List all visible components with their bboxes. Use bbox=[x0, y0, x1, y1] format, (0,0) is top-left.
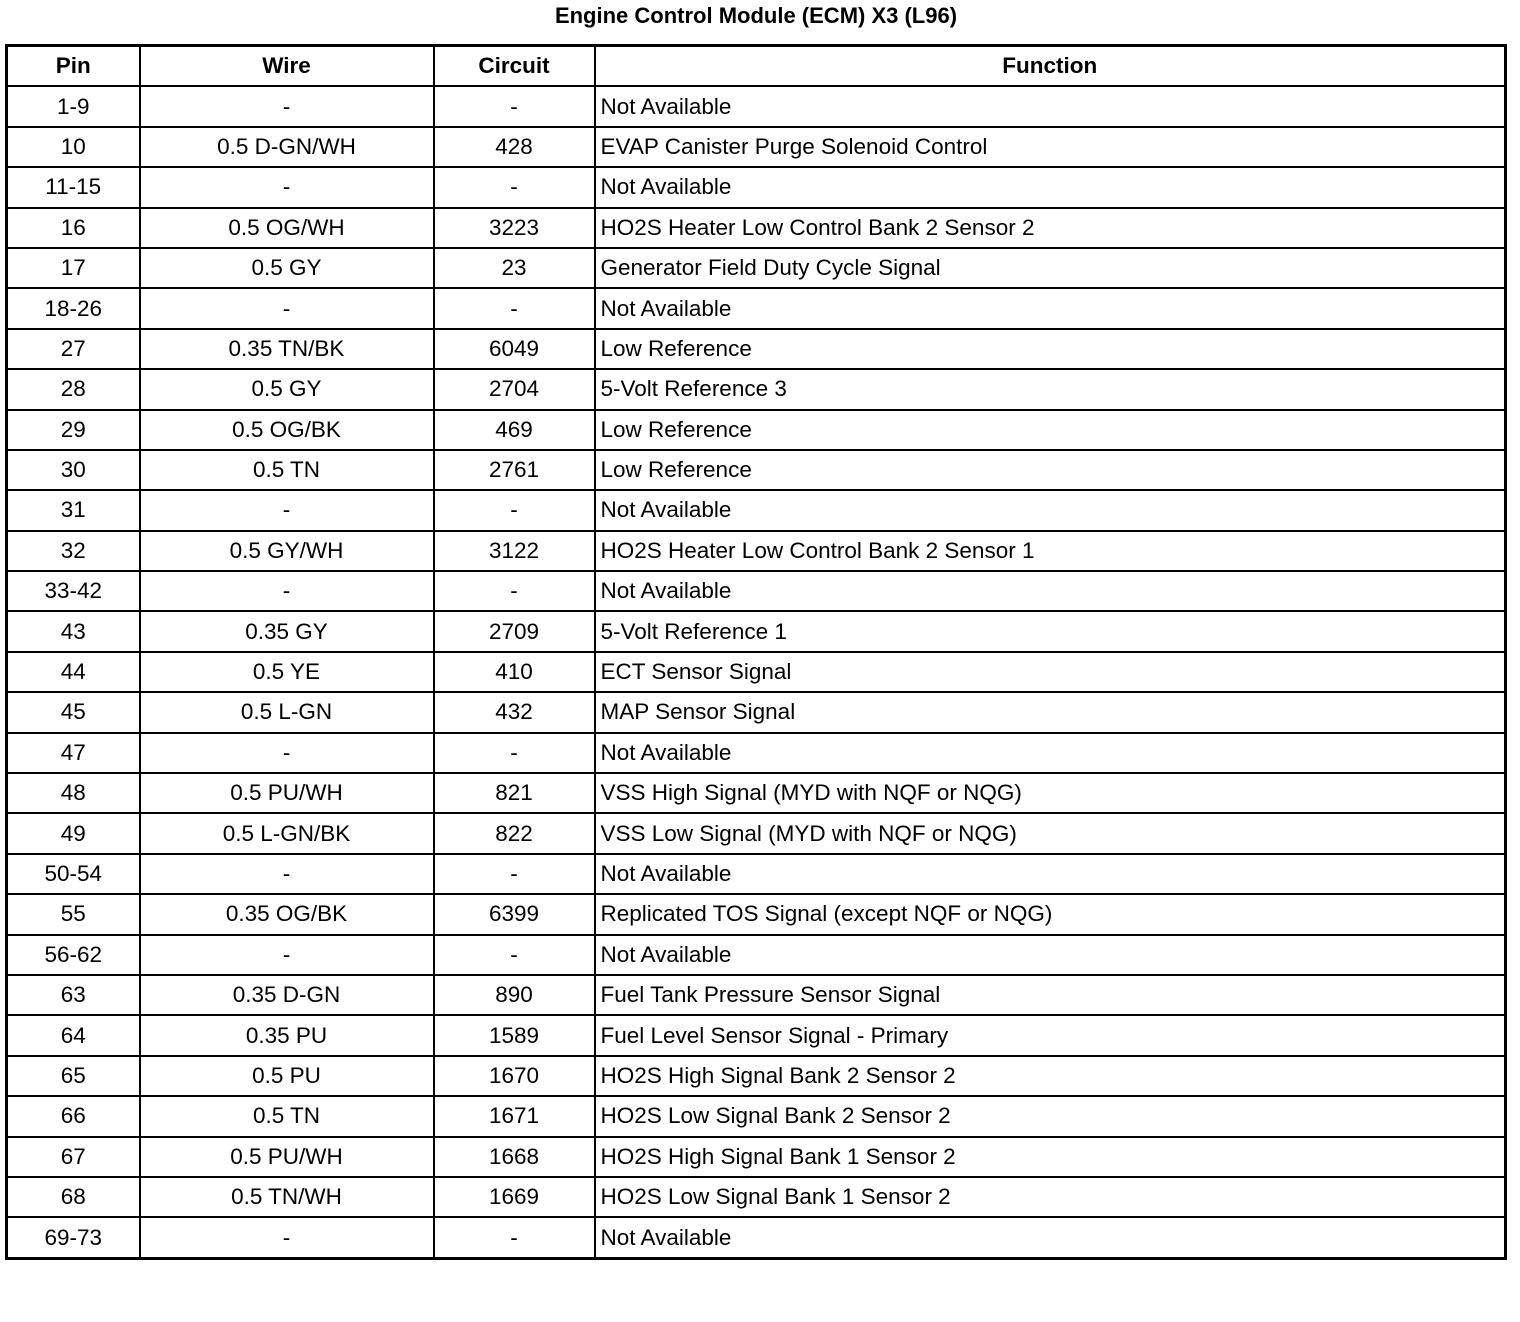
pin-cell: 43 bbox=[7, 611, 140, 651]
wire-cell: 0.5 YE bbox=[140, 652, 434, 692]
table-row bbox=[7, 1137, 1506, 1177]
wire-cell: 0.5 PU/WH bbox=[140, 1137, 434, 1177]
wire-cell: 0.5 L-GN/BK bbox=[140, 813, 434, 853]
wire-cell: 0.5 L-GN bbox=[140, 692, 434, 732]
table-row bbox=[7, 773, 1506, 813]
function-cell: Not Available bbox=[595, 1217, 1506, 1258]
circuit-cell: - bbox=[434, 86, 595, 126]
circuit-cell: - bbox=[434, 935, 595, 975]
function-cell: Generator Field Duty Cycle Signal bbox=[595, 248, 1506, 288]
table-row bbox=[7, 894, 1506, 934]
table-row bbox=[7, 531, 1506, 571]
header-row bbox=[7, 46, 1506, 87]
pin-cell: 16 bbox=[7, 208, 140, 248]
function-cell: ECT Sensor Signal bbox=[595, 652, 1506, 692]
function-cell: HO2S Heater Low Control Bank 2 Sensor 2 bbox=[595, 208, 1506, 248]
table-row bbox=[7, 1217, 1506, 1258]
pin-cell: 48 bbox=[7, 773, 140, 813]
header-pin: Pin bbox=[7, 46, 140, 87]
circuit-cell: 1670 bbox=[434, 1056, 595, 1096]
pin-cell: 33-42 bbox=[7, 571, 140, 611]
circuit-cell: 6049 bbox=[434, 329, 595, 369]
circuit-cell: 822 bbox=[434, 813, 595, 853]
table-row bbox=[7, 410, 1506, 450]
function-cell: Not Available bbox=[595, 733, 1506, 773]
table-row bbox=[7, 1015, 1506, 1055]
circuit-cell: 1668 bbox=[434, 1137, 595, 1177]
wire-cell: 0.35 D-GN bbox=[140, 975, 434, 1015]
circuit-cell: 410 bbox=[434, 652, 595, 692]
circuit-cell: 2704 bbox=[434, 369, 595, 409]
wire-cell: 0.5 GY bbox=[140, 248, 434, 288]
pin-cell: 56-62 bbox=[7, 935, 140, 975]
wire-cell: 0.5 D-GN/WH bbox=[140, 127, 434, 167]
header-function: Function bbox=[595, 46, 1506, 87]
table-row bbox=[7, 733, 1506, 773]
circuit-cell: 23 bbox=[434, 248, 595, 288]
function-cell: Low Reference bbox=[595, 329, 1506, 369]
table-row bbox=[7, 86, 1506, 126]
wire-cell: 0.5 OG/WH bbox=[140, 208, 434, 248]
wire-cell: - bbox=[140, 1217, 434, 1258]
pin-cell: 47 bbox=[7, 733, 140, 773]
circuit-cell: 432 bbox=[434, 692, 595, 732]
wire-cell: - bbox=[140, 571, 434, 611]
table-row bbox=[7, 1096, 1506, 1136]
function-cell: Not Available bbox=[595, 571, 1506, 611]
pin-cell: 18-26 bbox=[7, 288, 140, 328]
circuit-cell: 428 bbox=[434, 127, 595, 167]
table-row bbox=[7, 167, 1506, 207]
pinout-table bbox=[5, 44, 1507, 1260]
function-cell: HO2S High Signal Bank 1 Sensor 2 bbox=[595, 1137, 1506, 1177]
header-circuit: Circuit bbox=[434, 46, 595, 87]
circuit-cell: 2761 bbox=[434, 450, 595, 490]
wire-cell: - bbox=[140, 86, 434, 126]
function-cell: Low Reference bbox=[595, 450, 1506, 490]
wire-cell: - bbox=[140, 733, 434, 773]
function-cell: MAP Sensor Signal bbox=[595, 692, 1506, 732]
wire-cell: 0.5 TN/WH bbox=[140, 1177, 434, 1217]
wire-cell: 0.5 PU bbox=[140, 1056, 434, 1096]
pin-cell: 66 bbox=[7, 1096, 140, 1136]
wire-cell: 0.5 TN bbox=[140, 450, 434, 490]
table-row bbox=[7, 1056, 1506, 1096]
circuit-cell: 3223 bbox=[434, 208, 595, 248]
function-cell: HO2S High Signal Bank 2 Sensor 2 bbox=[595, 1056, 1506, 1096]
circuit-cell: 1669 bbox=[434, 1177, 595, 1217]
circuit-cell: 890 bbox=[434, 975, 595, 1015]
circuit-cell: - bbox=[434, 288, 595, 328]
pin-cell: 65 bbox=[7, 1056, 140, 1096]
table-row bbox=[7, 813, 1506, 853]
pin-cell: 44 bbox=[7, 652, 140, 692]
function-cell: VSS Low Signal (MYD with NQF or NQG) bbox=[595, 813, 1506, 853]
wire-cell: 0.35 PU bbox=[140, 1015, 434, 1055]
table-row bbox=[7, 450, 1506, 490]
function-cell: Fuel Level Sensor Signal - Primary bbox=[595, 1015, 1506, 1055]
pin-cell: 10 bbox=[7, 127, 140, 167]
function-cell: HO2S Low Signal Bank 1 Sensor 2 bbox=[595, 1177, 1506, 1217]
pin-cell: 31 bbox=[7, 490, 140, 530]
wire-cell: 0.5 GY/WH bbox=[140, 531, 434, 571]
table-row bbox=[7, 935, 1506, 975]
circuit-cell: - bbox=[434, 571, 595, 611]
table-row bbox=[7, 1177, 1506, 1217]
table-row bbox=[7, 975, 1506, 1015]
wire-cell: 0.5 TN bbox=[140, 1096, 434, 1136]
wire-cell: 0.35 OG/BK bbox=[140, 894, 434, 934]
function-cell: Not Available bbox=[595, 854, 1506, 894]
circuit-cell: - bbox=[434, 490, 595, 530]
function-cell: Not Available bbox=[595, 935, 1506, 975]
wire-cell: 0.5 PU/WH bbox=[140, 773, 434, 813]
function-cell: Replicated TOS Signal (except NQF or NQG) bbox=[595, 894, 1506, 934]
circuit-cell: - bbox=[434, 1217, 595, 1258]
function-cell: Low Reference bbox=[595, 410, 1506, 450]
circuit-cell: - bbox=[434, 733, 595, 773]
pin-cell: 1-9 bbox=[7, 86, 140, 126]
pin-cell: 69-73 bbox=[7, 1217, 140, 1258]
table-row bbox=[7, 127, 1506, 167]
table-row bbox=[7, 652, 1506, 692]
circuit-cell: 469 bbox=[434, 410, 595, 450]
table-row bbox=[7, 611, 1506, 651]
table-row bbox=[7, 288, 1506, 328]
circuit-cell: 1589 bbox=[434, 1015, 595, 1055]
pin-cell: 28 bbox=[7, 369, 140, 409]
table-row bbox=[7, 329, 1506, 369]
circuit-cell: 821 bbox=[434, 773, 595, 813]
function-cell: Not Available bbox=[595, 288, 1506, 328]
function-cell: VSS High Signal (MYD with NQF or NQG) bbox=[595, 773, 1506, 813]
pin-cell: 11-15 bbox=[7, 167, 140, 207]
table-row bbox=[7, 692, 1506, 732]
wire-cell: 0.35 TN/BK bbox=[140, 329, 434, 369]
wire-cell: 0.5 GY bbox=[140, 369, 434, 409]
wire-cell: 0.35 GY bbox=[140, 611, 434, 651]
pin-cell: 17 bbox=[7, 248, 140, 288]
circuit-cell: 6399 bbox=[434, 894, 595, 934]
page-title: Engine Control Module (ECM) X3 (L96) bbox=[554, 3, 958, 28]
pin-cell: 49 bbox=[7, 813, 140, 853]
wire-cell: 0.5 OG/BK bbox=[140, 410, 434, 450]
table-row bbox=[7, 571, 1506, 611]
circuit-cell: 1671 bbox=[434, 1096, 595, 1136]
table-row bbox=[7, 208, 1506, 248]
table-row bbox=[7, 248, 1506, 288]
function-cell: Not Available bbox=[595, 167, 1506, 207]
function-cell: HO2S Low Signal Bank 2 Sensor 2 bbox=[595, 1096, 1506, 1136]
circuit-cell: 3122 bbox=[434, 531, 595, 571]
wire-cell: - bbox=[140, 167, 434, 207]
function-cell: 5-Volt Reference 1 bbox=[595, 611, 1506, 651]
pin-cell: 68 bbox=[7, 1177, 140, 1217]
pin-cell: 67 bbox=[7, 1137, 140, 1177]
circuit-cell: - bbox=[434, 854, 595, 894]
circuit-cell: - bbox=[434, 167, 595, 207]
wire-cell: - bbox=[140, 288, 434, 328]
circuit-cell: 2709 bbox=[434, 611, 595, 651]
table-body bbox=[7, 86, 1506, 1258]
pin-cell: 63 bbox=[7, 975, 140, 1015]
pin-cell: 50-54 bbox=[7, 854, 140, 894]
wire-cell: - bbox=[140, 490, 434, 530]
pin-cell: 64 bbox=[7, 1015, 140, 1055]
function-cell: Fuel Tank Pressure Sensor Signal bbox=[595, 975, 1506, 1015]
function-cell: Not Available bbox=[595, 490, 1506, 530]
wire-cell: - bbox=[140, 935, 434, 975]
function-cell: EVAP Canister Purge Solenoid Control bbox=[595, 127, 1506, 167]
pin-cell: 32 bbox=[7, 531, 140, 571]
function-cell: 5-Volt Reference 3 bbox=[595, 369, 1506, 409]
function-cell: HO2S Heater Low Control Bank 2 Sensor 1 bbox=[595, 531, 1506, 571]
wire-cell: - bbox=[140, 854, 434, 894]
table-row bbox=[7, 490, 1506, 530]
pin-cell: 45 bbox=[7, 692, 140, 732]
pin-cell: 27 bbox=[7, 329, 140, 369]
pin-cell: 29 bbox=[7, 410, 140, 450]
pin-cell: 30 bbox=[7, 450, 140, 490]
function-cell: Not Available bbox=[595, 86, 1506, 126]
pin-cell: 55 bbox=[7, 894, 140, 934]
table-row bbox=[7, 854, 1506, 894]
header-wire: Wire bbox=[140, 46, 434, 87]
table-row bbox=[7, 369, 1506, 409]
